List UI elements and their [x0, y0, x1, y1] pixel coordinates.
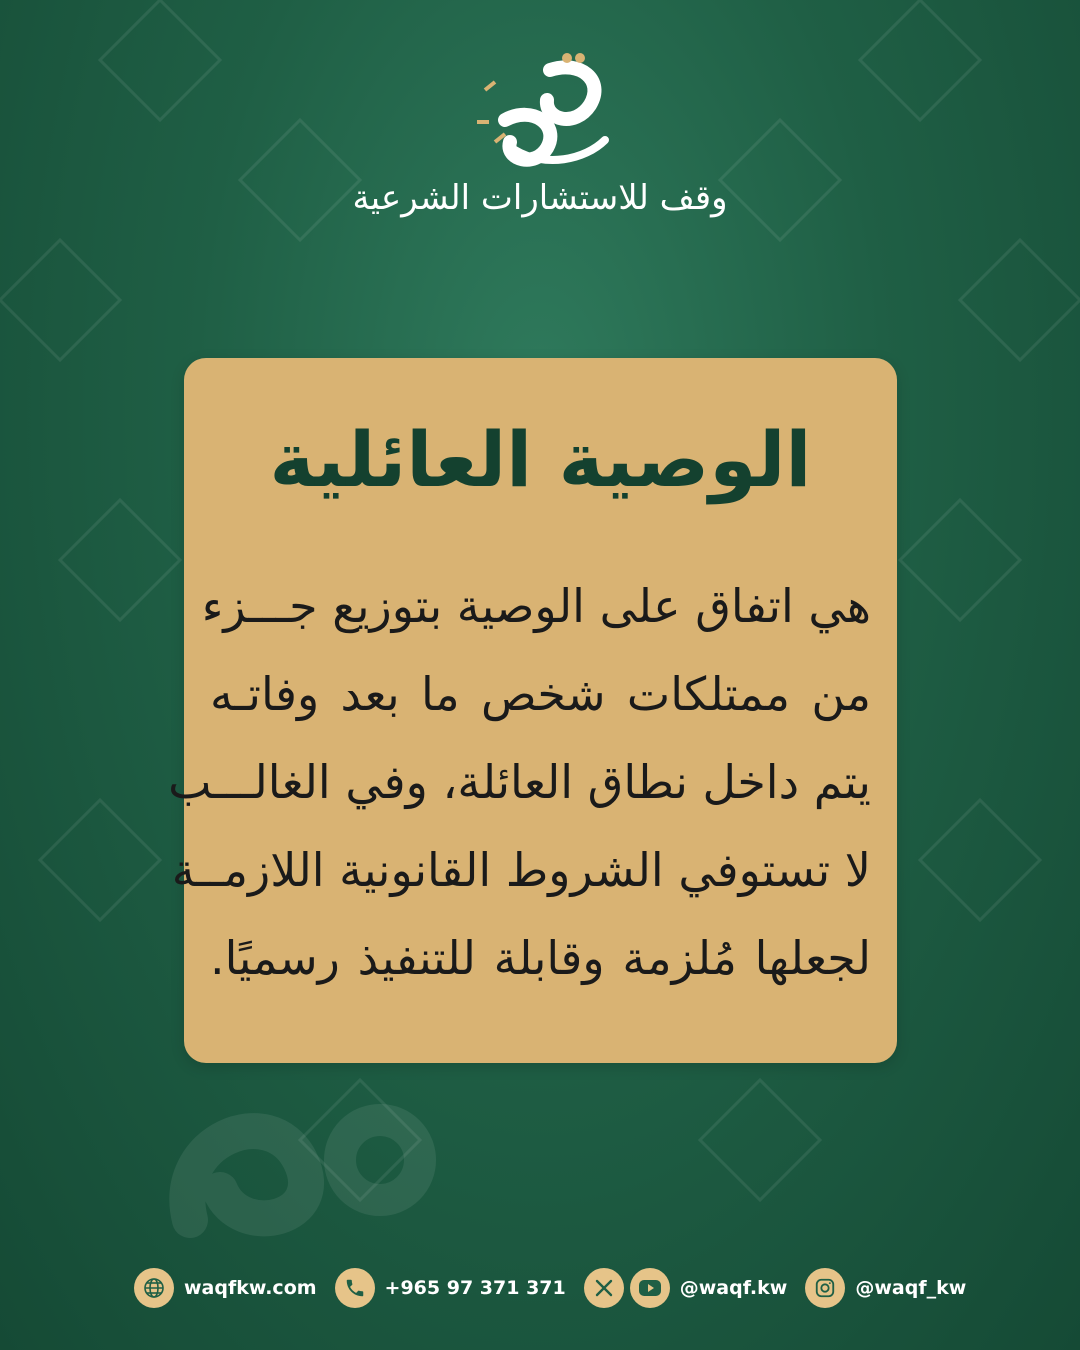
phone-text: +965 97 371 371 [384, 1277, 566, 1299]
card-line: لجعلها مُلزمة وقابلة للتنفيذ رسميًا. [210, 931, 871, 985]
phone-contact[interactable] [335, 1268, 566, 1308]
phone-icon [335, 1268, 375, 1308]
website-text: waqfkw.com [184, 1277, 317, 1299]
instagram-icon [805, 1268, 845, 1308]
instagram-handle-text: @waqf_kw [855, 1277, 967, 1299]
card-title: الوصية العائلية [269, 415, 812, 504]
instagram-contact[interactable] [805, 1268, 966, 1308]
waqf-logo-mark [455, 50, 625, 170]
social-contact[interactable] [584, 1268, 788, 1308]
website-contact[interactable] [134, 1268, 317, 1308]
card-body [168, 562, 871, 1002]
content-card [168, 358, 897, 1063]
social-handle-text: @waqf.kw [679, 1277, 788, 1299]
card-line: هي اتفاق على الوصية بتوزيع جـــزء [201, 579, 871, 633]
globe-icon [134, 1268, 174, 1308]
brand-name: وقف للاستشارات الشرعية [352, 178, 728, 218]
x-icon[interactable] [584, 1268, 624, 1308]
card-line: يتم داخل نطاق العائلة، وفي الغالـــب [168, 755, 871, 809]
footer-contacts [134, 1266, 966, 1310]
brand-logo [0, 50, 1080, 218]
card-line: لا تستوفي الشروط القانونية اللازمــة [171, 843, 871, 897]
card-line: من ممتلكات شخص ما بعد وفاتـه [210, 667, 871, 721]
youtube-icon[interactable] [630, 1268, 670, 1308]
